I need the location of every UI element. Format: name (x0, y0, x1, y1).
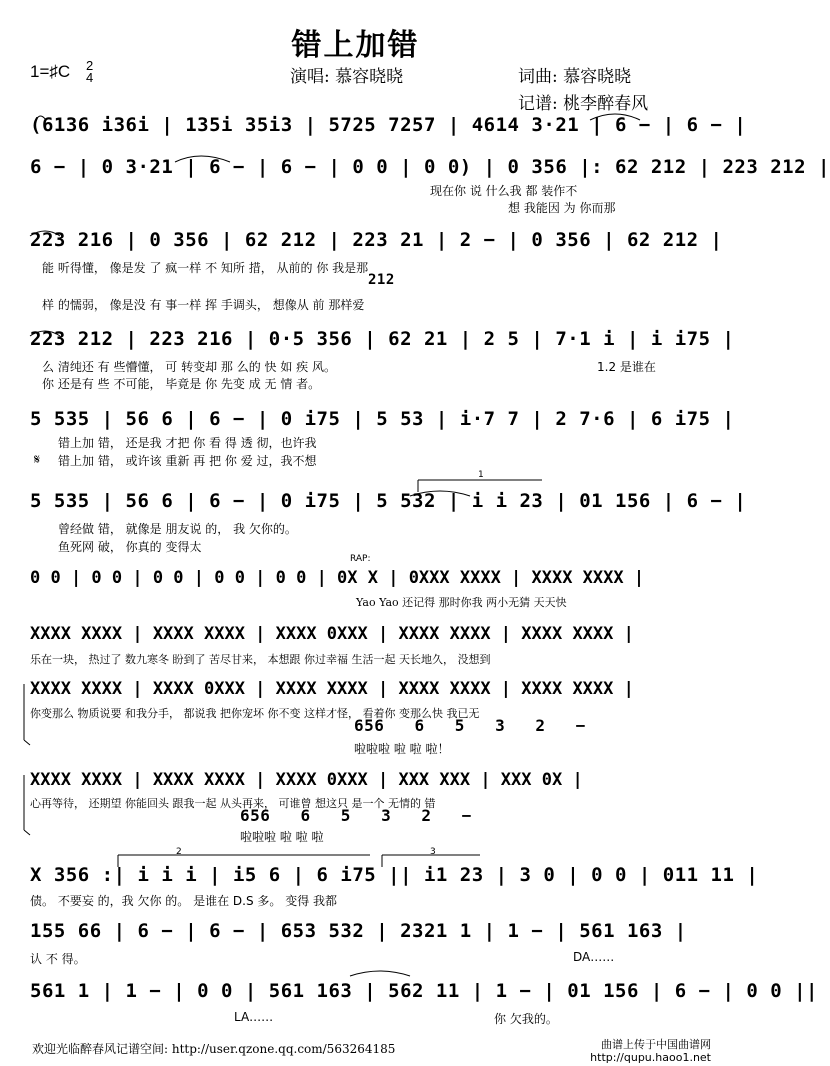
notation-row: X 356 :| i i i | i5 6 | 6 i75 || i1 23 | 3 0 | 0 0 | 011 11 | (30, 864, 759, 886)
singer-credit: 演唱: 慕容晓晓 (290, 67, 404, 87)
lyric-line: LA…… (234, 1010, 274, 1024)
song-title: 错上加错 (291, 28, 420, 63)
lyric-line: DA…… (573, 950, 615, 964)
notation-row: 155 66 | 6 − | 6 − | 653 532 | 2321 1 | 1 − | 561 163 | (30, 920, 687, 942)
notation-row: XXXX XXXX | XXXX XXXX | XXXX 0XXX | XXX XXX | XXX 0X | (30, 770, 583, 790)
notation-row: 223 216 | 0 356 | 62 212 | 223 21 | 2 − | 0 356 | 62 212 | (30, 229, 723, 251)
lyric-line: 1.2 是谁在 (597, 360, 656, 374)
harmony-notes: 656 6 5 3 2 − (240, 806, 472, 825)
harmony-lyric: 啦啦啦 啦 啦 啦 (240, 830, 324, 844)
lyric-line: 你 欠我的。 (494, 1012, 558, 1026)
transcriber-credit: 记谱: 桃李醉春风 (518, 94, 649, 114)
notation-row: (6136 i36i | 135i 35i3 | 5725 7257 | 4614 3·21 | 6 − | 6 − | (30, 114, 747, 136)
notation-row: XXXX XXXX | XXXX 0XXX | XXXX XXXX | XXXX XXXX | XXXX XXXX | (30, 679, 634, 699)
notation-row: 6 − | 0 3·21 | 6 − | 6 − | 0 0 | 0 0) | 0 356 |: 62 212 | 223 212 | (30, 156, 830, 178)
volta-number: 1 (478, 470, 484, 480)
notation-row: XXXX XXXX | XXXX XXXX | XXXX 0XXX | XXXX XXXX | XXXX XXXX | (30, 624, 634, 644)
rap-bracket (24, 684, 30, 745)
key-signature: 1=♯C (30, 62, 71, 81)
lyric-line: 现在你 说 什么我 都 装作不 (430, 184, 578, 198)
volta-number: 2 (176, 847, 182, 857)
slur-mark (350, 971, 410, 976)
lyric-line: 错上加 错， 或许该 重新 再 把 你 爱 过，我不想 (58, 454, 317, 468)
slur-mark (410, 491, 470, 496)
harmony-lyric: 啦啦啦 啦 啦 啦！ (354, 742, 450, 756)
lyric-line: 债。 不要妄 的，我 欠你 的。 是谁在 D.S 多。 变得 我都 (30, 894, 338, 908)
alternate-notes: 212 (368, 272, 395, 288)
notation-row: 561 1 | 1 − | 0 0 | 561 163 | 562 11 | 1 − | 01 156 | 6 − | 0 0 || (30, 980, 818, 1002)
time-numerator: 2 (86, 58, 94, 73)
harmony-notes: 656 6 5 3 2 − (354, 716, 586, 735)
notation-row: 223 212 | 223 216 | 0·5 356 | 62 21 | 2 5 | 7·1 i | i i75 | (30, 328, 735, 350)
site-credit-url: http://qupu.haoo1.net (590, 1051, 711, 1064)
lyric-line: 乐在一块， 热过了 数九寒冬 盼到了 苦尽甘来， 本想跟 你过幸福 生活一起 天长地久， 没想到 (30, 653, 491, 666)
notation-row: 0 0 | 0 0 | 0 0 | 0 0 | 0 0 | 0X X | 0XXX XXXX | XXXX XXXX | (30, 568, 645, 588)
rap-label: RAP: (350, 554, 371, 564)
slur-mark (175, 156, 230, 162)
notation-row: 5 535 | 56 6 | 6 − | 0 i75 | 5 532 | i i 23 | 01 156 | 6 − | (30, 490, 747, 512)
lyric-line: 错上加 错， 还是我 才把 你 看 得 透 彻，也许我 (58, 436, 317, 450)
lyric-line: 你 还是有 些 不可能， 毕竟是 你 先变 成 无 情 者。 (42, 377, 321, 391)
slur-mark (36, 116, 46, 120)
slur-mark (30, 331, 60, 336)
site-credit-line: 曲谱上传于中国曲谱网 (601, 1038, 711, 1051)
lyric-line: 心再等待， 还期望 你能回头 跟我一起 从头再来， 可谁曾 想这只 是一个 无情的 错 (30, 797, 436, 810)
footer-welcome: 欢迎光临醉春风记谱空间: http://user.qzone.qq.com/563264185 (32, 1042, 396, 1056)
lyric-line: 你变那么 物质说要 和我分手， 都说我 把你宠坏 你不变 这样才怪， 看着你 变那么快 我已无 (30, 707, 480, 720)
time-denominator: 4 (86, 70, 94, 85)
lyric-line: 样 的懦弱， 像是没 有 事一样 挥 手调头， 想像从 前 那样爱 (42, 298, 365, 312)
composer-credit: 词曲: 慕容晓晓 (518, 67, 632, 87)
lyric-line: 认 不 得。 (30, 952, 86, 966)
segno-sign: 𝄋 (34, 452, 41, 468)
lyric-line: 曾经做 错， 就像是 朋友说 的， 我 欠你的。 (58, 522, 297, 536)
slur-mark (590, 114, 640, 120)
site-credit (590, 1038, 711, 1064)
lyric-line: 么 清纯还 有 些懵懂， 可 转变却 那 么的 快 如 疾 风。 (42, 360, 336, 374)
lyric-line: 想 我能因 为 你而那 (508, 201, 616, 215)
lyric-line: Yao Yao 还记得 那时你我 两小无猜 天天快 (356, 596, 567, 609)
slur-mark (30, 231, 60, 236)
notation-row: 5 535 | 56 6 | 6 − | 0 i75 | 5 53 | i·7 7 | 2 7·6 | 6 i75 | (30, 408, 735, 430)
lyric-line: 能 听得懂， 像是发 了 疯一样 不 知所 措， 从前的 你 我是那 (42, 261, 369, 275)
rap-bracket (24, 775, 30, 835)
volta-number: 3 (430, 847, 436, 857)
lyric-line: 鱼死网 破， 你真的 变得太 (58, 540, 202, 554)
